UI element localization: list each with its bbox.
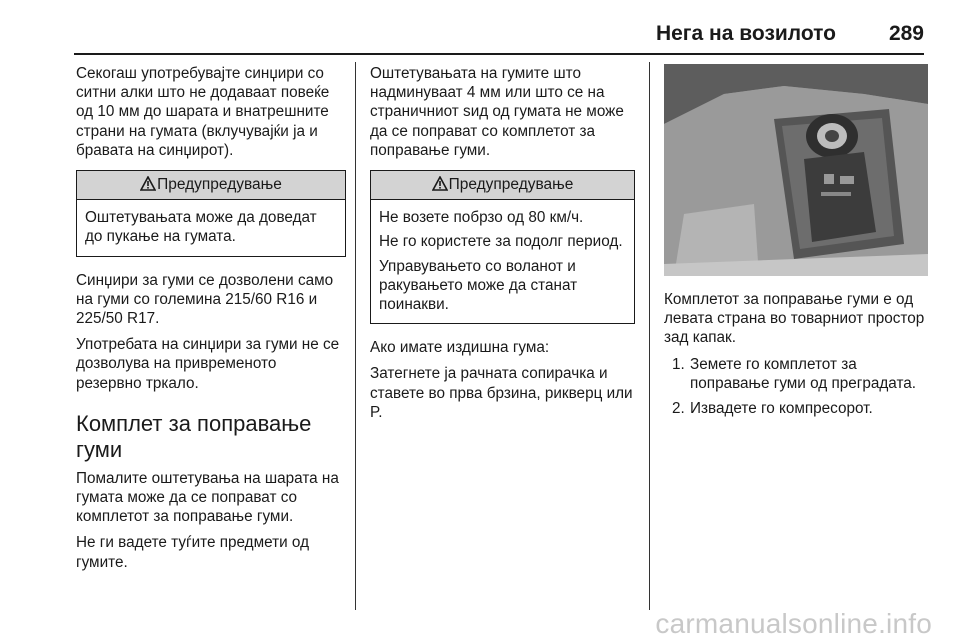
column-divider xyxy=(649,62,650,610)
warning-title: Предупредување xyxy=(157,176,282,194)
steps-list xyxy=(664,355,928,419)
warning-triangle-icon xyxy=(432,176,448,191)
list-item xyxy=(664,355,928,393)
paragraph: Затегнете ја рачната сопирачка и ставете во прва брзина, рикверц или P. xyxy=(370,365,633,421)
column-right xyxy=(664,64,928,424)
paragraph: Помалите оштетувања на шарата на гумата може да се поправат со комплетот за поправање гуми. xyxy=(76,469,339,526)
warning-title: Предупредување xyxy=(448,176,574,194)
page-title: Нега на возилото xyxy=(655,22,836,45)
warning-header xyxy=(77,171,345,200)
paragraph: Не ги вадете туѓите предмети од гумите. xyxy=(76,534,310,571)
paragraph: Оштетувањата на гумите што надминуваат 4 мм или што се на страничниот sид од гумата не може да се поправат со комплетот за поправање гуми. xyxy=(370,65,624,159)
header-rule xyxy=(74,53,924,55)
paragraph: Секогаш употребувајте синџири со ситни алки што не додаваат повеќе од 10 мм до шарата и внатрешните страни на гумата (вклучувајќи ја и бравата на синџирот). xyxy=(76,65,330,159)
warning-text: Не возете побрзо од 80 км/ч. xyxy=(379,209,584,227)
tire-repair-kit-photo xyxy=(664,64,928,276)
warning-text: Управувањето со воланот и ракувањето може да станат поинакви. xyxy=(379,257,578,314)
page-number: 289 xyxy=(888,22,924,45)
paragraph: Ако имате издишна гума: xyxy=(370,339,550,357)
warning-header xyxy=(371,171,634,200)
step-number: 1. xyxy=(672,355,685,373)
paragraph: Употребата на синџири за гуми не се дозволува на привременото резервно тркало. xyxy=(76,336,340,392)
watermark: carmanualsonline.info xyxy=(655,608,932,639)
paragraph: Синџири за гуми се дозволени само на гуми со големина 215/60 R16 и 225/50 R17. xyxy=(76,271,334,328)
warning-triangle-icon xyxy=(140,176,156,191)
step-text: Земете го комплетот за поправање гуми од преградата. xyxy=(690,355,917,392)
warning-box xyxy=(76,170,346,257)
warning-text: Не го користете за подолг период. xyxy=(379,233,623,251)
warning-text: Оштетувањата може да доведат до пукање на гумата. xyxy=(85,209,317,246)
list-item xyxy=(664,399,928,418)
step-number: 2. xyxy=(672,400,685,418)
warning-box xyxy=(370,170,635,324)
page-header xyxy=(74,22,924,50)
column-divider xyxy=(355,62,356,610)
section-heading: Комплет за поправање гуми xyxy=(76,410,312,462)
image-caption: Комплетот за поправање гуми е од левата страна во товарниот простор зад капак. xyxy=(664,291,925,347)
step-text: Извадете го компресорот. xyxy=(690,400,873,418)
column-left xyxy=(76,64,346,579)
column-middle xyxy=(370,64,635,429)
